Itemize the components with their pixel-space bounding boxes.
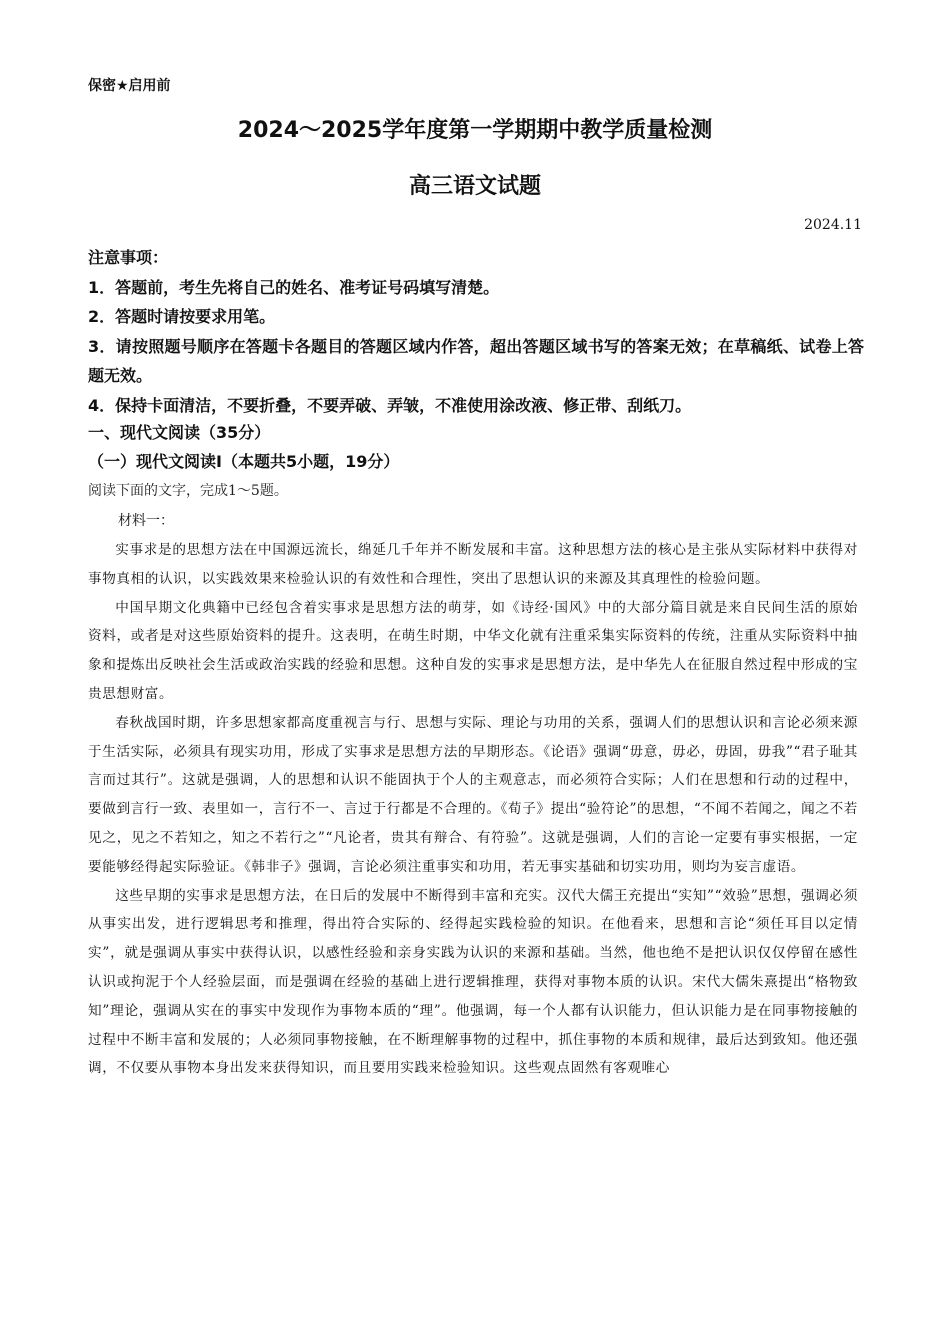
- section-heading: 一、现代文阅读（35分）: [88, 423, 271, 442]
- passage-paragraph: 春秋战国时期，许多思想家都高度重视言与行、思想与实际、理论与功用的关系，强调人们的思想认识和言论必须来源于生活实际，必须具有现实功用，形成了实事求是思想方法的早期形态。《论语》强调“毋意，毋必，毋固，毋我”“君子耻其言而过其行”。这就是强调，人的思想和认识不能固执于个人的主观意志，而必须符合实际；人们在思想和行动的过程中，要做到言行一致、表里如一，言行不一、言过于行都是不合理的。《荀子》提出“验符论”的思想，“不闻不若闻之，闻之不若见之，见之不若知之，知之不若行之”“凡论者，贵其有辩合、有符验”。这就是强调，人们的言论一定要有事实根据，一定要能够经得起实际验证。《韩非子》强调，言论必须注重事实和功用，若无事实基础和切实功用，则均为妄言虚语。: [88, 714, 858, 875]
- subsection-heading: （一）现代文阅读Ⅰ（本题共5小题，19分）: [88, 452, 400, 471]
- notice-item: 3．请按照题号顺序在答题卡各题目的答题区域内作答，超出答题区域书写的答案无效；在草稿纸、试卷上答题无效。: [88, 336, 864, 385]
- exam-title: 2024～2025学年度第一学期期中教学质量检测: [237, 118, 713, 143]
- confidential-label: 保密★启用前: [88, 78, 171, 94]
- passage-paragraph: 中国早期文化典籍中已经包含着实事求是思想方法的萌芽，如《诗经·国风》中的大部分篇目就是来自民间生活的原始资料，或者是对这些原始资料的提升。这表明，在萌生时期，中华文化就有注重采集实际资料的传统，注重从实际资料中抽象和提炼出反映社会生活或政治实践的经验和思想。这种自发的实事求是思想方法，是中华先人在征服自然过程中形成的宝贵思想财富。: [88, 599, 858, 702]
- exam-date: 2024.11: [804, 217, 862, 233]
- notice-item: 2．答题时请按要求用笔。: [88, 307, 276, 326]
- passage-paragraph: 实事求是的思想方法在中国源远流长，绵延几千年并不断发展和丰富。这种思想方法的核心是主张从实际材料中获得对事物真相的认识，以实践效果来检验认识的有效性和合理性，突出了思想认识的来源及其真理性的检验问题。: [88, 542, 858, 587]
- reading-passage: [88, 536, 858, 1083]
- exam-subtitle: 高三语文试题: [408, 174, 541, 199]
- notice-heading: 注意事项：: [88, 248, 169, 267]
- notice-block: [88, 243, 864, 420]
- reading-instruction: 阅读下面的文字，完成1～5题。: [88, 483, 288, 499]
- notice-item: 1．答题前，考生先将自己的姓名、准考证号码填写清楚。: [88, 277, 500, 297]
- notice-item: 4．保持卡面清洁，不要折叠，不要弄破、弄皱，不准使用涂改液、修正带、刮纸刀。: [88, 395, 692, 415]
- passage-paragraph: 这些早期的实事求是思想方法，在日后的发展中不断得到丰富和充实。汉代大儒王充提出“实知”“效验”思想，强调必须从事实出发，进行逻辑思考和推理，得出符合实际的、经得起实践检验的知识。在他看来，思想和言论“须任耳目以定情实”，就是强调从事实中获得认识，以感性经验和亲身实践为认识的来源和基础。当然，他也绝不是把认识仅仅停留在感性认识或拘泥于个人经验层面，而是强调在经验的基础上进行逻辑推理，获得对事物本质的认识。宋代大儒朱熹提出“格物致知”理论，强调从实在的事实中发现作为事物本质的“理”。他强调，每一个人都有认识能力，但认识能力是在同事物接触的过程中不断丰富和发展的；人必须同事物接触，在不断理解事物的过程中，抓住事物的本质和规律，最后达到致知。他还强调，不仅要从事物本身出发来获得知识，而且要用实践来检验知识。这些观点固然有客观唯心: [88, 887, 858, 1077]
- material-label: 材料一：: [118, 513, 174, 529]
